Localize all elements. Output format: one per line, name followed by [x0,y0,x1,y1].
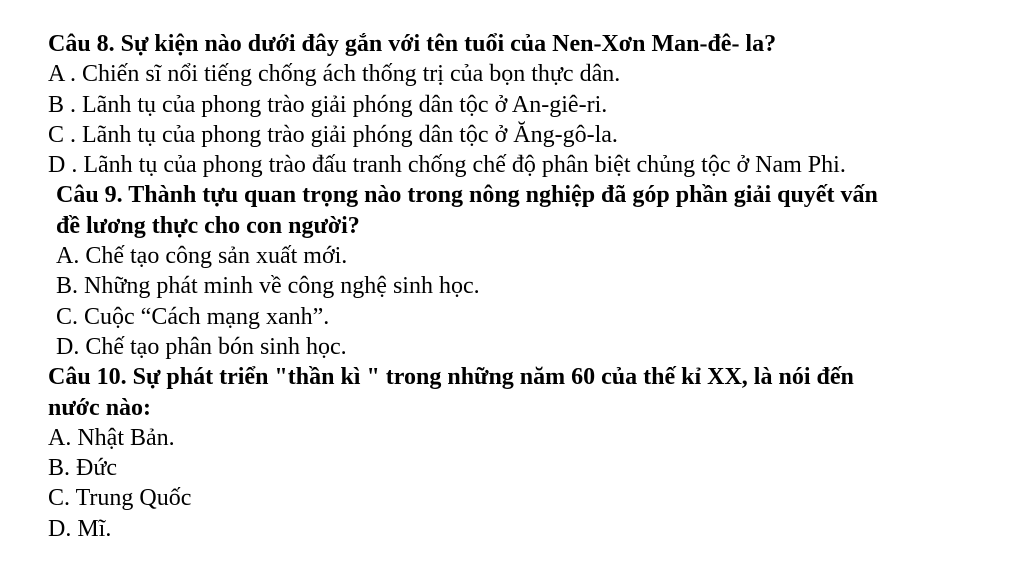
question-8-option-d: D . Lãnh tụ của phong trào đấu tranh chống chế độ phân biệt chủng tộc ở Nam Phi. [48,152,846,179]
question-10-heading-line-2: nước nào: [48,394,152,421]
question-10-option-c: C. Trung Quốc [48,485,192,512]
question-8-option-a: A . Chiến sĩ nổi tiếng chống ách thống trị của bọn thực dân. [48,61,621,88]
question-8-option-c: C . Lãnh tụ của phong trào giải phóng dân tộc ở Ăng-gô-la. [48,121,618,148]
question-9-option-c: C. Cuộc “Cách mạng xanh”. [56,303,330,330]
question-9-heading-line-1: Câu 9. Thành tựu quan trọng nào trong nông nghiệp đã góp phần giải quyết vấn [56,182,878,209]
question-9-option-a: A. Chế tạo công sản xuất mới. [56,243,348,270]
question-9-option-d: D. Chế tạo phân bón sinh học. [56,333,347,360]
question-9-heading-line-2: đề lương thực cho con người? [56,212,360,239]
question-10-heading-line-1: Câu 10. Sự phát triển "thần kì " trong những năm 60 của thế kỉ XX, là nói đến [48,364,854,391]
question-9-option-b: B. Những phát minh về công nghệ sinh học. [56,273,480,300]
question-block-10 [48,362,1004,544]
question-10-option-d: D. Mĩ. [48,515,112,542]
question-10-option-a: A. Nhật Bản. [48,424,175,451]
question-8-heading: Câu 8. Sự kiện nào dưới đây gắn với tên tuổi của Nen-Xơn Man-đê- la? [48,31,777,57]
question-block-9 [48,180,1004,362]
question-block-8 [48,29,1004,180]
question-8-option-b: B . Lãnh tụ của phong trào giải phóng dân tộc ở An-giê-ri. [48,91,608,118]
question-10-option-b: B. Đức [48,455,117,482]
